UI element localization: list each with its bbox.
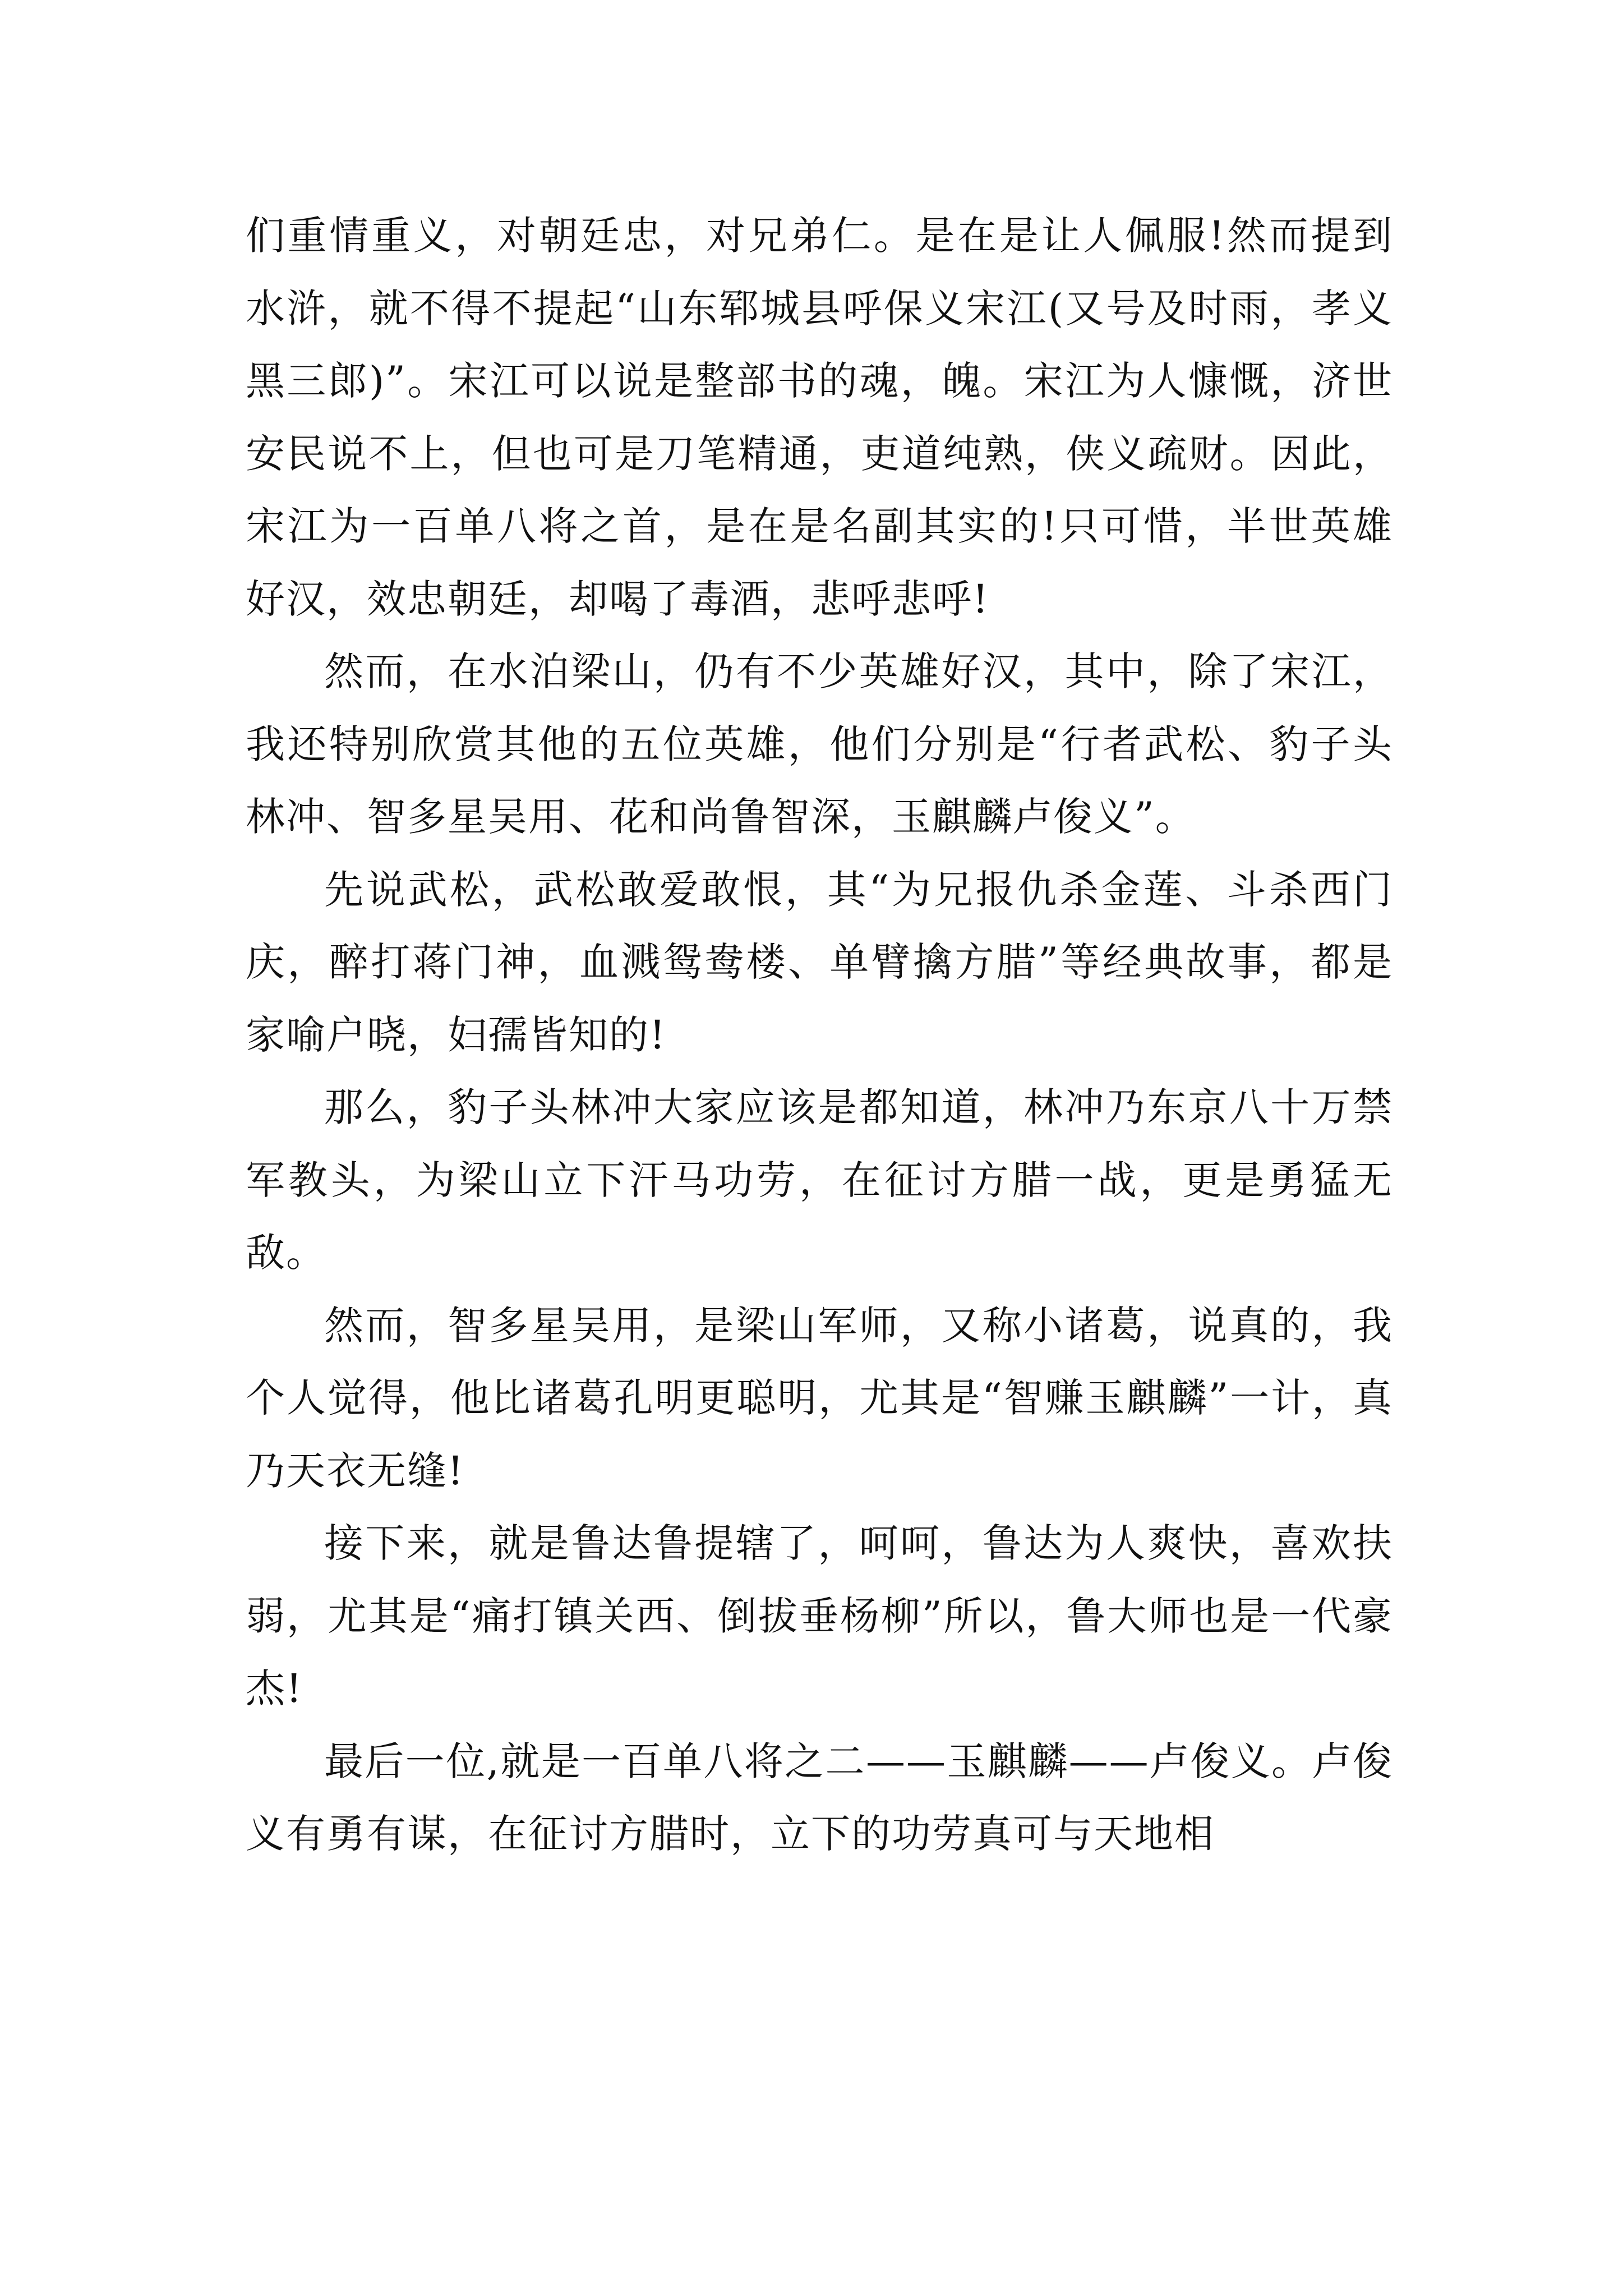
document-body [246, 200, 1393, 1871]
paragraph-3: 先说武松，武松敢爱敢恨，其“为兄报仇杀金莲、斗杀西门庆，醉打蒋门神，血溅鸳鸯楼、单臂擒方腊”等经典故事，都是家喻户晓，妇孺皆知的! [246, 866, 1393, 1058]
paragraph-4: 那么，豹子头林冲大家应该是都知道，林冲乃东京八十万禁军教头，为梁山立下汗马功劳，在征讨方腊一战，更是勇猛无敌。 [246, 1084, 1393, 1276]
paragraph-6: 接下来，就是鲁达鲁提辖了，呵呵，鲁达为人爽快，喜欢扶弱，尤其是“痛打镇关西、倒拔垂杨柳”所以，鲁大师也是一代豪杰! [246, 1520, 1393, 1711]
paragraph-5: 然而，智多星吴用，是梁山军师，又称小诸葛，说真的，我个人觉得，他比诸葛孔明更聪明，尤其是“智赚玉麒麟”一计，真乃天衣无缝! [246, 1302, 1393, 1494]
paragraph-7: 最后一位,就是一百单八将之二——玉麒麟——卢俊义。卢俊义有勇有谋，在征讨方腊时，立下的功劳真可与天地相 [246, 1738, 1393, 1857]
paragraph-1: 们重情重义，对朝廷忠，对兄弟仁。是在是让人佩服!然而提到水浒，就不得不提起“山东郓城县呼保义宋江(又号及时雨，孝义黑三郎)”。宋江可以说是整部书的魂，魄。宋江为人慷慨，济世安民说不上，但也可是刀笔精通，吏道纯熟，侠义疏财。因此，宋江为一百单八将之首，是在是名副其实的!只可惜，半世英雄好汉，效忠朝廷，却喝了毒酒，悲呼悲呼! [246, 213, 1393, 622]
paragraph-2: 然而，在水泊梁山，仍有不少英雄好汉，其中，除了宋江，我还特别欣赏其他的五位英雄，他们分别是“行者武松、豹子头林冲、智多星吴用、花和尚鲁智深，玉麒麟卢俊义”。 [246, 648, 1393, 840]
